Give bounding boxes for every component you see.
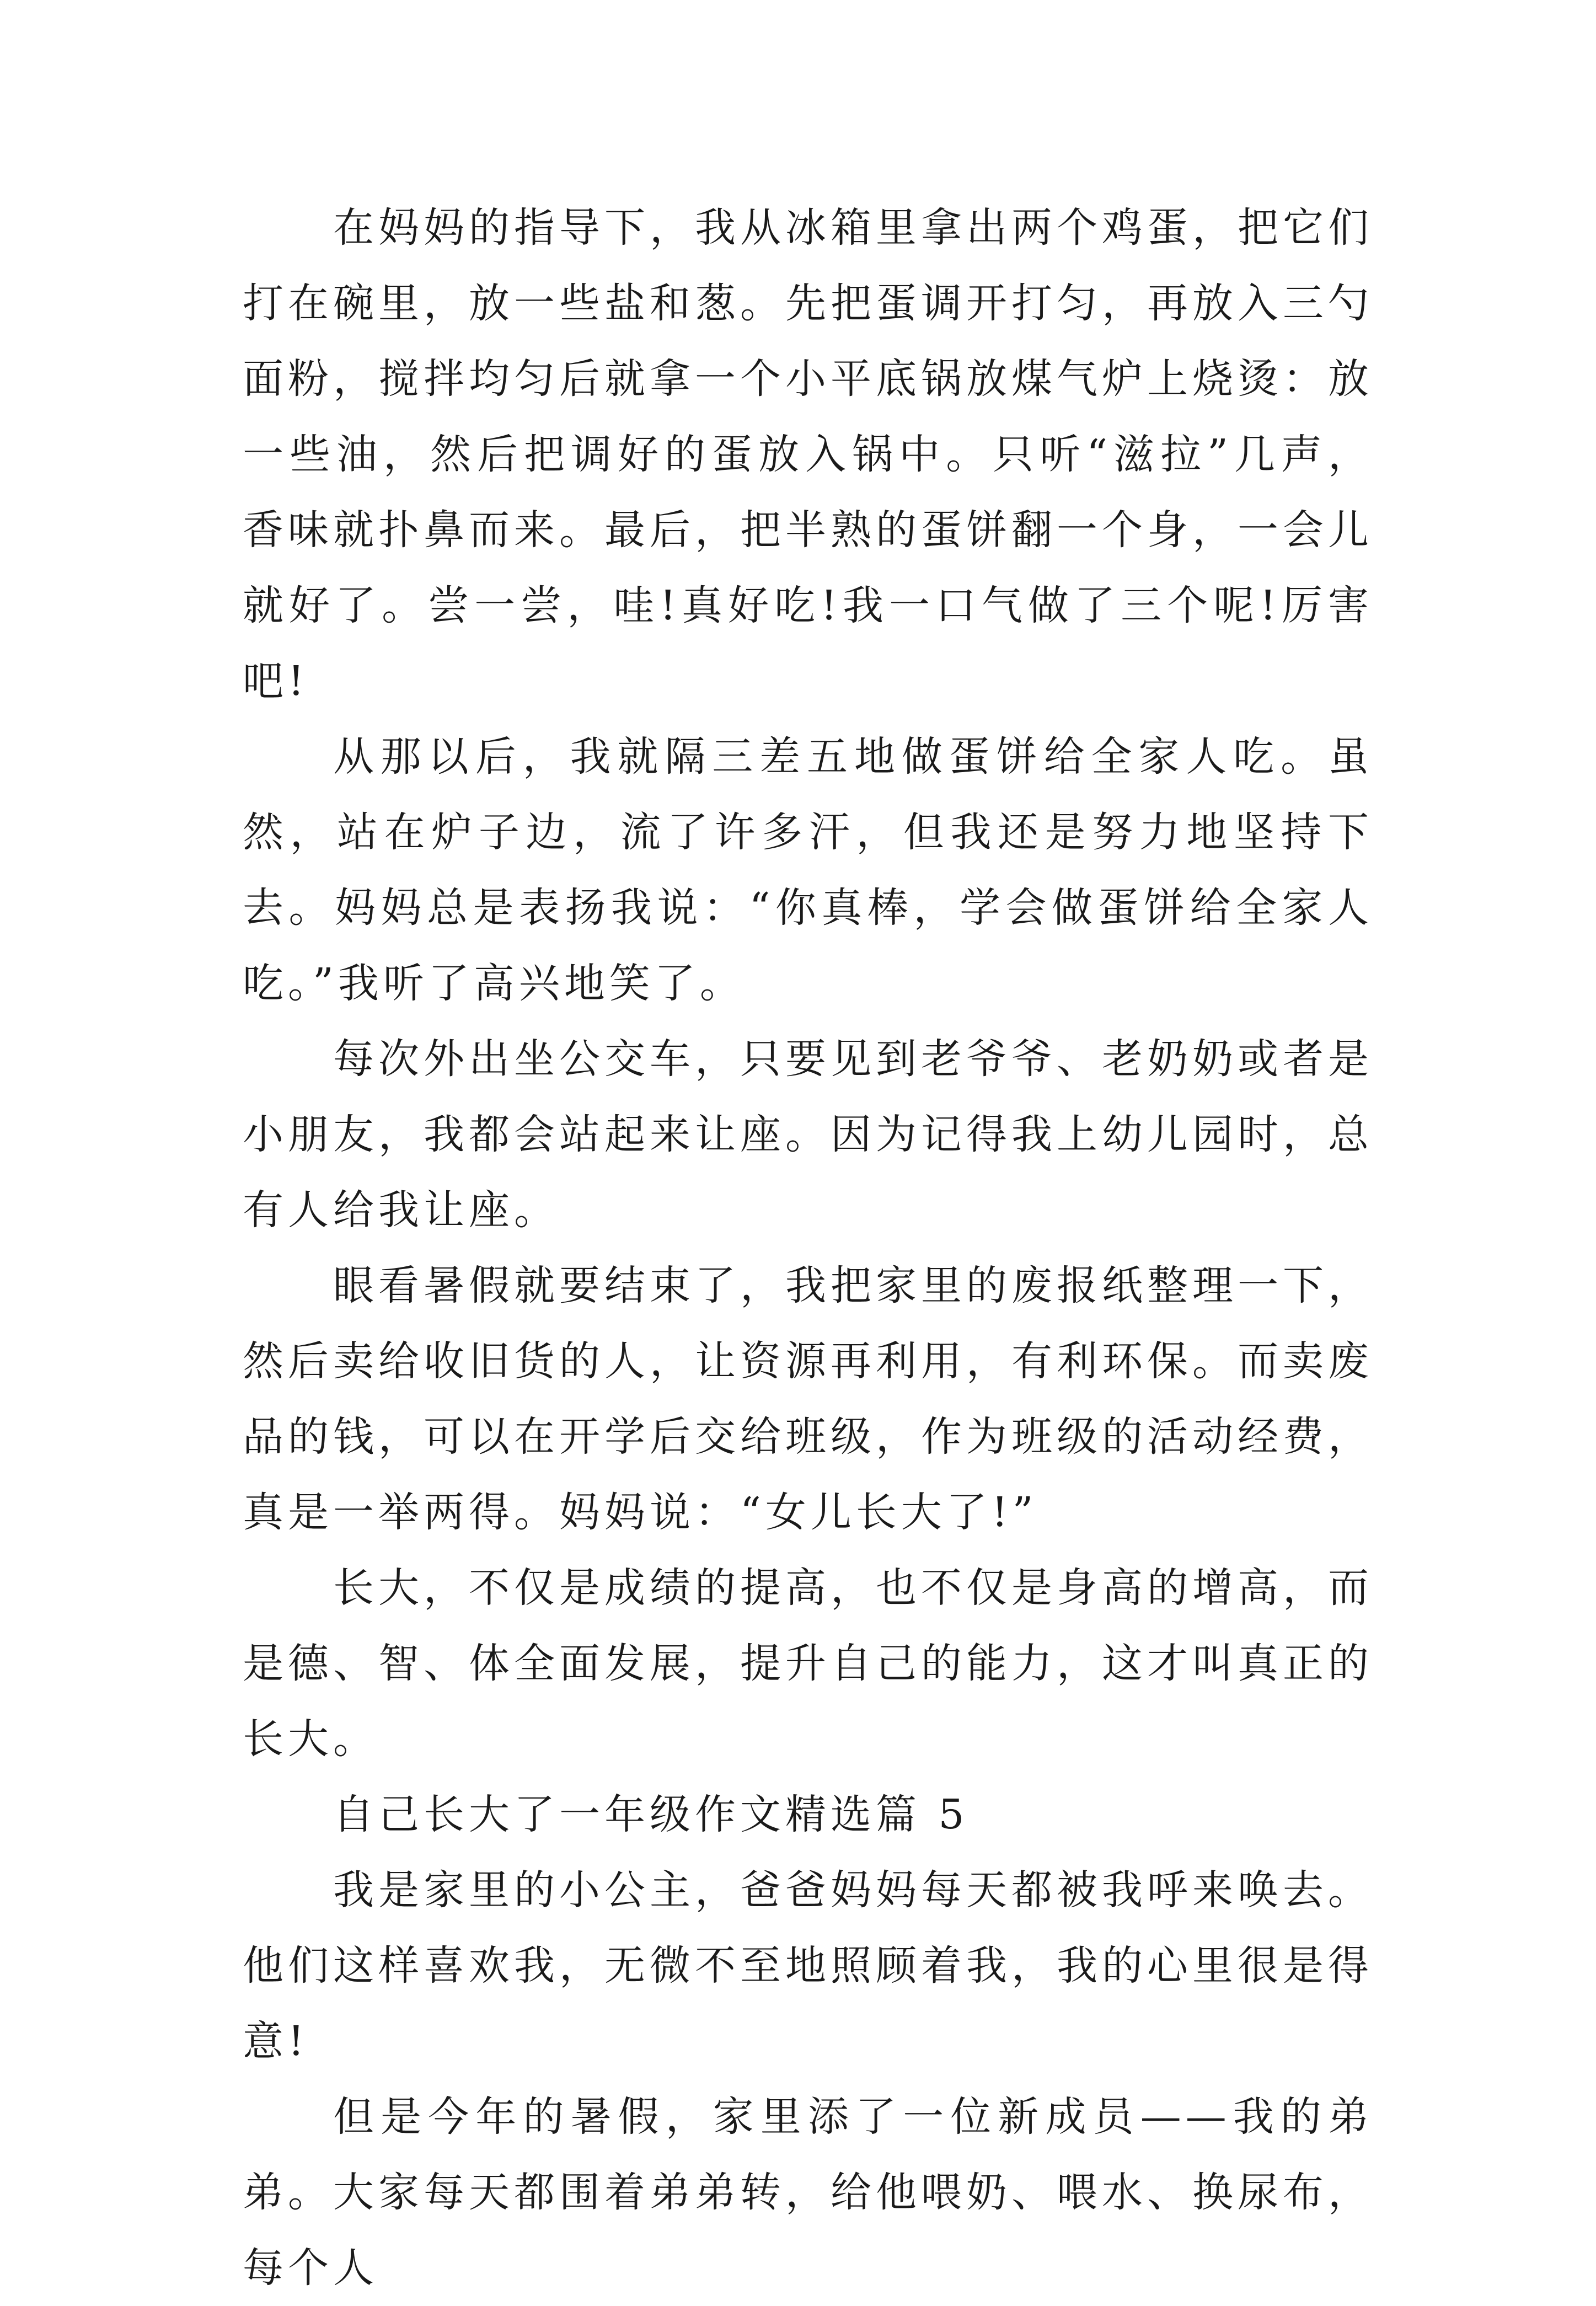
paragraph-1: 在妈妈的指导下，我从冰箱里拿出两个鸡蛋，把它们打在碗里，放一些盐和葱。先把蛋调开打匀，再放入三勺面粉，搅拌均匀后就拿一个小平底锅放煤气炉上烧烫：放一些油，然后把调好的蛋放入锅中。只听“滋拉”几声，香味就扑鼻而来。最后，把半熟的蛋饼翻一个身，一会儿就好了。尝一尝，哇!真好吃!我一口气做了三个呢!厉害吧! [243,204,1373,705]
paragraph-2: 从那以后，我就隔三差五地做蛋饼给全家人吃。虽然，站在炉子边，流了许多汗，但我还是努力地坚持下去。妈妈总是表扬我说：“你真棒，学会做蛋饼给全家人吃。”我听了高兴地笑了。 [243,733,1373,1007]
paragraph-3: 每次外出坐公交车，只要见到老爷爷、老奶奶或者是小朋友，我都会站起来让座。因为记得我上幼儿园时，总有人给我让座。 [243,1035,1373,1234]
document-body [243,190,1373,2306]
section-heading: 自己长大了一年级作文精选篇 5 [333,1791,969,1838]
paragraph-4: 眼看暑假就要结束了，我把家里的废报纸整理一下，然后卖给收旧货的人，让资源再利用，有利环保。而卖废品的钱，可以在开学后交给班级，作为班级的活动经费，真是一举两得。妈妈说：“女儿长大了!” [243,1262,1373,1536]
paragraph-5: 长大，不仅是成绩的提高，也不仅是身高的增高，而是德、智、体全面发展，提升自己的能力，这才叫真正的长大。 [243,1564,1373,1763]
paragraph-6: 我是家里的小公主，爸爸妈妈每天都被我呼来唤去。他们这样喜欢我，无微不至地照顾着我，我的心里很是得意! [243,1866,1373,2065]
paragraph-7: 但是今年的暑假，家里添了一位新成员——我的弟弟。大家每天都围着弟弟转，给他喂奶、喂水、换尿布，每个人 [243,2093,1373,2292]
